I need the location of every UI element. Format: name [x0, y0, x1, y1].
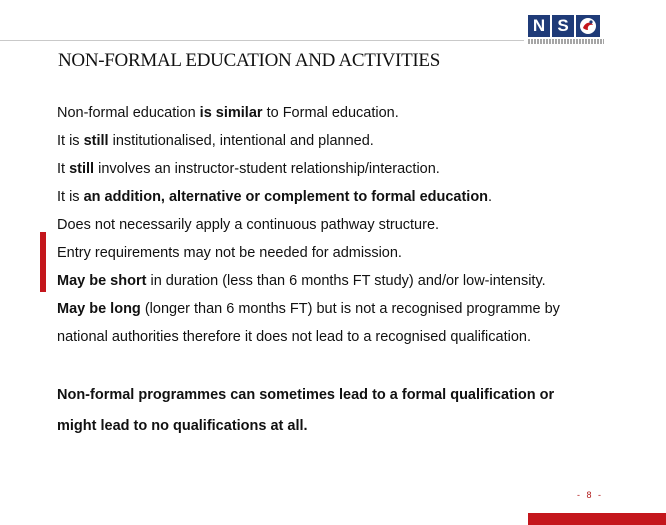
emphasis-run: might lead to no qualifications at all.: [57, 418, 308, 434]
emphasis-run: May be short: [57, 273, 147, 289]
emphasis-run: May be long: [57, 301, 141, 317]
text-run: Does not necessarily apply a continuous pathway structure.: [57, 217, 440, 233]
logo-letter-s: S: [552, 15, 574, 37]
page-title: NON-FORMAL EDUCATION AND ACTIVITIES: [58, 50, 440, 71]
bullet-text: [57, 328, 531, 347]
emphasis-run: is similar: [199, 105, 263, 121]
text-run: national authorities therefore it does not lead to a recognised qualification.: [57, 329, 531, 345]
text-run: It: [57, 161, 70, 177]
text-run: Non-formal education: [57, 105, 200, 121]
emphasis-run: still: [69, 161, 95, 177]
nso-logo: [528, 15, 604, 47]
bullet-text: [57, 300, 560, 319]
text-run: institutionalised, intentional and planned.: [108, 133, 374, 149]
bullet-text: [57, 132, 374, 151]
emphasis-run: still: [83, 133, 109, 149]
emphasis-run: Non-formal programmes can sometimes lead to a formal qualification or: [57, 387, 555, 403]
bullet-text: [57, 244, 402, 263]
bullet-text: [57, 104, 399, 123]
text-run: to Formal education.: [262, 105, 399, 121]
conclusion-text: [57, 386, 554, 405]
text-run: It is: [57, 133, 84, 149]
nso-swirl-icon: [576, 15, 600, 37]
bullet-text: [57, 272, 546, 291]
text-run: Entry requirements may not be needed for admission.: [57, 245, 402, 261]
text-run: It is: [57, 189, 84, 205]
emphasis-run: an addition, alternative or complement to formal education: [83, 189, 489, 205]
accent-bar: [40, 232, 46, 292]
header-divider: [0, 40, 524, 41]
text-run: .: [488, 189, 493, 205]
bullet-text: [57, 160, 440, 179]
logo-letter-n: N: [528, 15, 550, 37]
text-run: involves an instructor-student relationship/interaction.: [94, 161, 440, 177]
logo-tagline: [528, 39, 604, 44]
text-run: in duration (less than 6 months FT study) and/or low-intensity.: [146, 273, 546, 289]
bullet-text: [57, 216, 439, 235]
footer-accent-bar: [528, 513, 666, 525]
page-number: - 8 -: [577, 490, 604, 500]
text-run: (longer than 6 months FT) but is not a recognised programme by: [140, 301, 560, 317]
conclusion-text: [57, 417, 308, 436]
bullet-text: [57, 188, 492, 207]
